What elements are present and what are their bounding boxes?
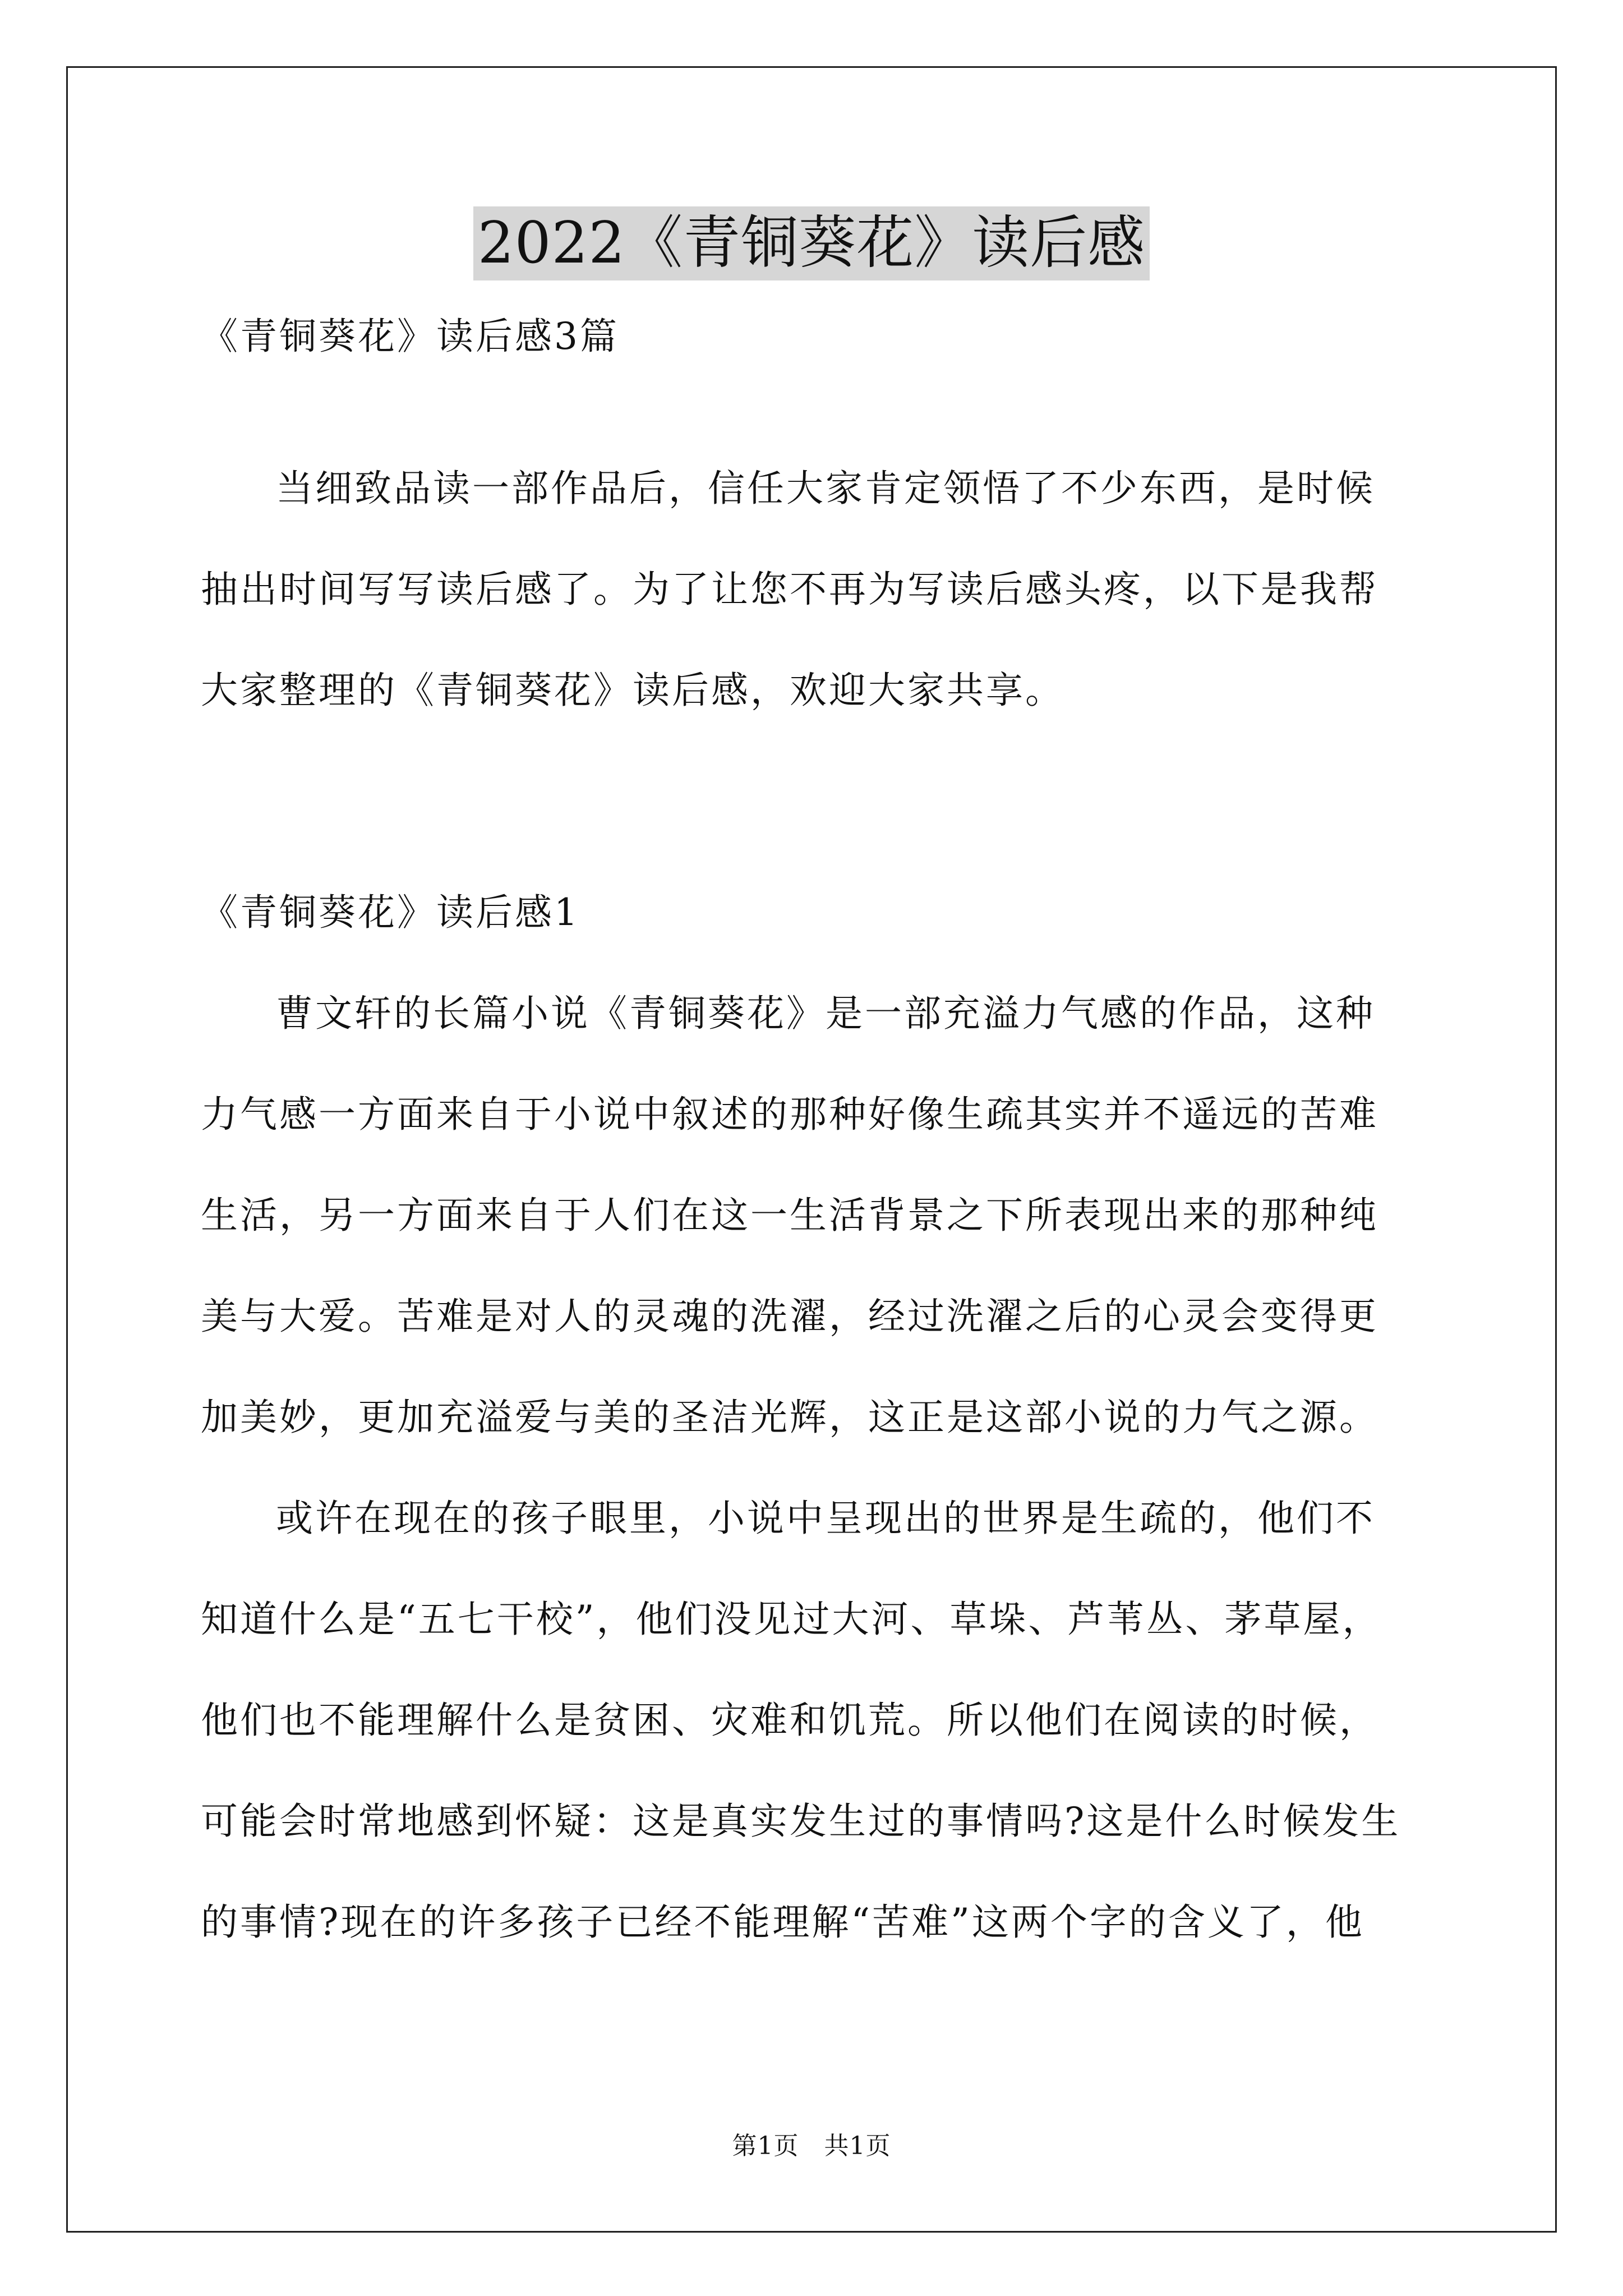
document-title: 2022《青铜葵花》读后感: [473, 206, 1150, 280]
paragraph-line: 的事情?现在的许多孩子已经不能理解“苦难”这两个字的含义了，他: [201, 1901, 1364, 1944]
intro-line: 大家整理的《青铜葵花》读后感，欢迎大家共享。: [201, 669, 1064, 712]
page-footer: 第1页 共1页: [732, 2132, 891, 2160]
paragraph-line: 可能会时常地感到怀疑：这是真实发生过的事情吗?这是什么时候发生: [201, 1800, 1401, 1843]
paragraph-line: 力气感一方面来自于小说中叙述的那种好像生疏其实并不遥远的苦难: [201, 1093, 1378, 1136]
paragraph-line: 曹文轩的长篇小说《青铜葵花》是一部充溢力气感的作品，这种: [276, 992, 1375, 1035]
paragraph-line: 加美妙，更加充溢爱与美的圣洁光辉，这正是这部小说的力气之源。: [201, 1396, 1378, 1439]
paragraph-line: 美与大爱。苦难是对人的灵魂的洗濯，经过洗濯之后的心灵会变得更: [201, 1295, 1378, 1338]
document-subtitle: 《青铜葵花》读后感3篇: [201, 315, 619, 358]
title-container: [0, 206, 1623, 280]
paragraph-line: 生活，另一方面来自于人们在这一生活背景之下所表现出来的那种纯: [201, 1194, 1378, 1237]
section-heading: 《青铜葵花》读后感1: [201, 891, 580, 934]
paragraph-line: 知道什么是“五七干校”，他们没见过大河、草垛、芦苇丛、茅草屋，: [201, 1598, 1382, 1641]
paragraph-line: 他们也不能理解什么是贫困、灾难和饥荒。所以他们在阅读的时候，: [201, 1699, 1378, 1742]
paragraph-line: 或许在现在的孩子眼里，小说中呈现出的世界是生疏的，他们不: [276, 1497, 1375, 1540]
intro-line: 抽出时间写写读后感了。为了让您不再为写读后感头疼，以下是我帮: [201, 568, 1378, 611]
intro-line: 当细致品读一部作品后，信任大家肯定领悟了不少东西，是时候: [276, 467, 1375, 510]
